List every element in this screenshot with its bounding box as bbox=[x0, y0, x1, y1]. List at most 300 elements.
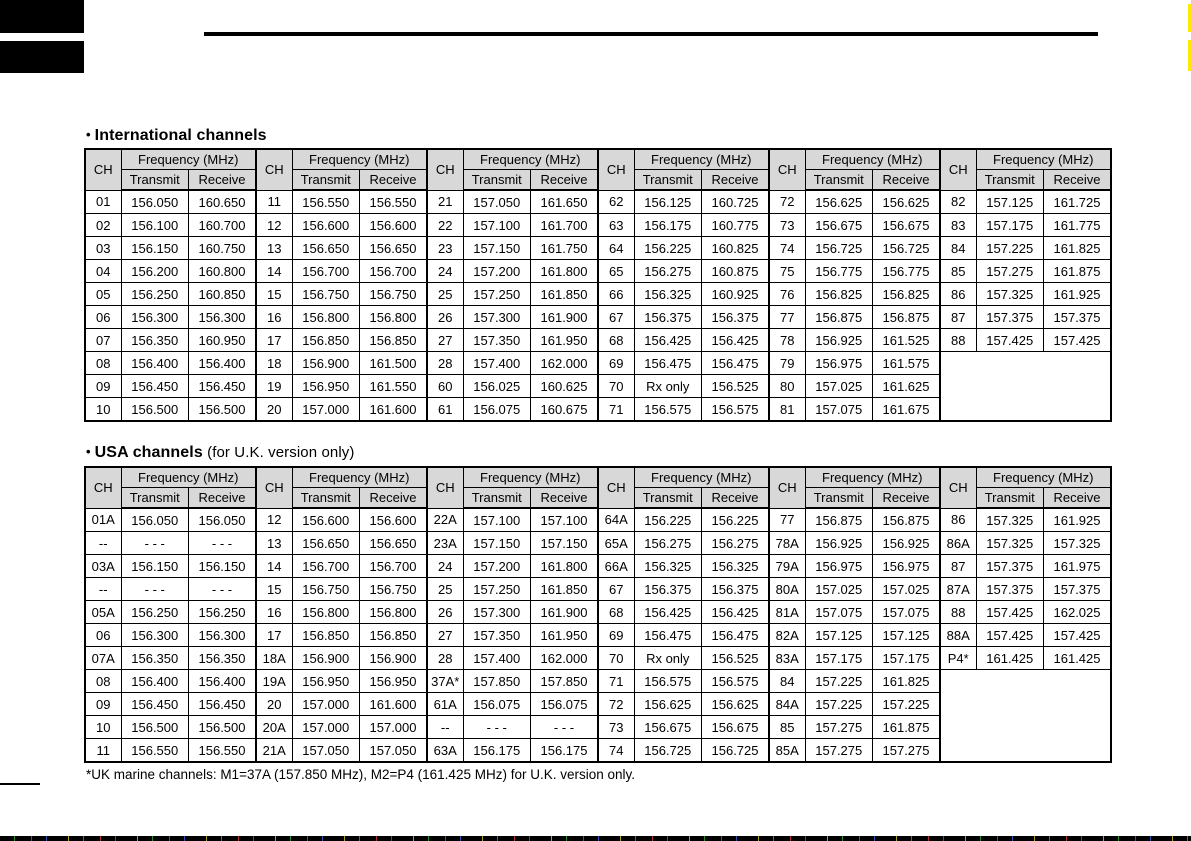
transmit-cell: 156.050 bbox=[121, 190, 189, 214]
ch-cell: 76 bbox=[769, 283, 805, 306]
table-row bbox=[85, 555, 1111, 578]
transmit-cell: 156.700 bbox=[292, 555, 360, 578]
ch-column-header: CH bbox=[769, 467, 805, 508]
ch-cell: 09 bbox=[85, 693, 121, 716]
ch-cell: 21 bbox=[427, 190, 463, 214]
transmit-cell: 157.150 bbox=[463, 532, 531, 555]
receive-cell: 160.825 bbox=[702, 237, 770, 260]
transmit-cell: 156.125 bbox=[634, 190, 702, 214]
receive-column-header: Receive bbox=[1044, 488, 1112, 509]
transmit-cell: 157.850 bbox=[463, 670, 531, 693]
transmit-column-header: Transmit bbox=[121, 170, 189, 191]
ch-cell: 87 bbox=[940, 555, 976, 578]
receive-cell: 156.850 bbox=[360, 329, 428, 352]
transmit-column-header: Transmit bbox=[634, 170, 702, 191]
transmit-cell: 156.175 bbox=[634, 214, 702, 237]
transmit-cell: 156.900 bbox=[292, 352, 360, 375]
transmit-cell: 156.275 bbox=[634, 532, 702, 555]
frequency-column-header: Frequency (MHz) bbox=[463, 467, 598, 488]
ch-cell: 84 bbox=[940, 237, 976, 260]
transmit-cell: 156.950 bbox=[292, 670, 360, 693]
receive-cell: 161.600 bbox=[360, 693, 428, 716]
usa-channels-heading bbox=[86, 444, 354, 462]
receive-cell: 156.325 bbox=[702, 555, 770, 578]
usa-channels-table-grid bbox=[84, 466, 1112, 763]
ch-column-header: CH bbox=[940, 467, 976, 508]
transmit-cell: 156.550 bbox=[292, 190, 360, 214]
ch-cell: 22 bbox=[427, 214, 463, 237]
transmit-cell: - - - bbox=[121, 578, 189, 601]
receive-cell: 156.550 bbox=[360, 190, 428, 214]
receive-cell: 156.400 bbox=[189, 352, 257, 375]
receive-cell: 156.075 bbox=[531, 693, 599, 716]
receive-cell: 156.450 bbox=[189, 693, 257, 716]
ch-cell: 67 bbox=[598, 578, 634, 601]
table-header-row bbox=[85, 149, 1111, 170]
ch-column-header: CH bbox=[598, 467, 634, 508]
table-row bbox=[85, 578, 1111, 601]
frequency-column-header: Frequency (MHz) bbox=[976, 467, 1111, 488]
transmit-cell: 156.675 bbox=[634, 716, 702, 739]
transmit-cell: 156.475 bbox=[634, 352, 702, 375]
transmit-cell: 156.450 bbox=[121, 693, 189, 716]
ch-cell: 86A bbox=[940, 532, 976, 555]
ch-cell: 12 bbox=[256, 214, 292, 237]
transmit-cell: 156.150 bbox=[121, 237, 189, 260]
ch-cell: 61 bbox=[427, 398, 463, 422]
transmit-cell: 157.425 bbox=[976, 601, 1044, 624]
ch-cell: 63A bbox=[427, 739, 463, 763]
receive-cell: 156.225 bbox=[702, 508, 770, 532]
ch-cell: 07A bbox=[85, 647, 121, 670]
table-row bbox=[85, 260, 1111, 283]
ch-cell: 08 bbox=[85, 670, 121, 693]
transmit-cell: 157.250 bbox=[463, 283, 531, 306]
bullet-icon: • bbox=[86, 127, 91, 142]
ch-cell: 18A bbox=[256, 647, 292, 670]
receive-cell: - - - bbox=[189, 532, 257, 555]
receive-cell: 156.550 bbox=[189, 739, 257, 763]
transmit-cell: 157.325 bbox=[976, 532, 1044, 555]
transmit-cell: 157.050 bbox=[463, 190, 531, 214]
ch-cell: 20 bbox=[256, 693, 292, 716]
receive-cell: 156.725 bbox=[702, 739, 770, 763]
transmit-cell: 157.400 bbox=[463, 352, 531, 375]
transmit-cell: 157.050 bbox=[292, 739, 360, 763]
international-channels-heading bbox=[86, 127, 267, 145]
receive-cell: 156.375 bbox=[702, 578, 770, 601]
transmit-cell: 156.325 bbox=[634, 555, 702, 578]
ch-cell: 12 bbox=[256, 508, 292, 532]
receive-cell: 156.875 bbox=[873, 508, 941, 532]
transmit-cell: 156.400 bbox=[121, 670, 189, 693]
transmit-cell: 156.975 bbox=[805, 352, 873, 375]
receive-cell: 156.975 bbox=[873, 555, 941, 578]
ch-cell: 88 bbox=[940, 329, 976, 352]
transmit-cell: 156.050 bbox=[121, 508, 189, 532]
table-row bbox=[85, 670, 1111, 693]
receive-cell: 157.325 bbox=[1044, 532, 1112, 555]
transmit-cell: 156.575 bbox=[634, 398, 702, 422]
transmit-cell: 157.025 bbox=[805, 578, 873, 601]
receive-cell: 156.250 bbox=[189, 601, 257, 624]
receive-cell: 156.650 bbox=[360, 237, 428, 260]
ch-cell: 82 bbox=[940, 190, 976, 214]
receive-cell: 157.175 bbox=[873, 647, 941, 670]
receive-cell: 156.625 bbox=[702, 693, 770, 716]
transmit-cell: 157.325 bbox=[976, 283, 1044, 306]
receive-cell: 161.525 bbox=[873, 329, 941, 352]
transmit-column-header: Transmit bbox=[121, 488, 189, 509]
frequency-column-header: Frequency (MHz) bbox=[121, 149, 256, 170]
receive-cell: 161.825 bbox=[1044, 237, 1112, 260]
empty-cell bbox=[940, 352, 1111, 422]
transmit-cell: 156.750 bbox=[292, 283, 360, 306]
ch-cell: 82A bbox=[769, 624, 805, 647]
ch-cell: 80A bbox=[769, 578, 805, 601]
ch-cell: 25 bbox=[427, 578, 463, 601]
transmit-cell: 156.625 bbox=[634, 693, 702, 716]
ch-cell: 79A bbox=[769, 555, 805, 578]
transmit-column-header: Transmit bbox=[463, 488, 531, 509]
transmit-cell: 156.900 bbox=[292, 647, 360, 670]
receive-column-header: Receive bbox=[873, 488, 941, 509]
receive-cell: 156.750 bbox=[360, 578, 428, 601]
transmit-column-header: Transmit bbox=[805, 488, 873, 509]
transmit-cell: 157.025 bbox=[805, 375, 873, 398]
receive-cell: 156.575 bbox=[702, 398, 770, 422]
ch-cell: P4* bbox=[940, 647, 976, 670]
receive-cell: 160.650 bbox=[189, 190, 257, 214]
ch-cell: 62 bbox=[598, 190, 634, 214]
ch-cell: 18 bbox=[256, 352, 292, 375]
transmit-column-header: Transmit bbox=[805, 170, 873, 191]
ch-column-header: CH bbox=[85, 467, 121, 508]
receive-cell: 157.225 bbox=[873, 693, 941, 716]
receive-cell: 157.150 bbox=[531, 532, 599, 555]
bullet-icon: • bbox=[86, 444, 91, 459]
receive-cell: - - - bbox=[189, 578, 257, 601]
transmit-cell: 157.225 bbox=[976, 237, 1044, 260]
receive-column-header: Receive bbox=[1044, 170, 1112, 191]
receive-column-header: Receive bbox=[189, 170, 257, 191]
ch-cell: 17 bbox=[256, 624, 292, 647]
ch-cell: 87A bbox=[940, 578, 976, 601]
ch-column-header: CH bbox=[598, 149, 634, 190]
ch-cell: 68 bbox=[598, 601, 634, 624]
transmit-cell: 157.250 bbox=[463, 578, 531, 601]
transmit-cell: 157.225 bbox=[805, 670, 873, 693]
ch-cell: 24 bbox=[427, 260, 463, 283]
ch-cell: 88 bbox=[940, 601, 976, 624]
receive-column-header: Receive bbox=[702, 170, 770, 191]
table-row bbox=[85, 214, 1111, 237]
receive-cell: 156.700 bbox=[360, 555, 428, 578]
frequency-column-header: Frequency (MHz) bbox=[463, 149, 598, 170]
transmit-cell: 156.400 bbox=[121, 352, 189, 375]
transmit-cell: 157.375 bbox=[976, 306, 1044, 329]
heading-title: International channels bbox=[94, 127, 267, 144]
transmit-cell: 156.700 bbox=[292, 260, 360, 283]
transmit-cell: 156.600 bbox=[292, 214, 360, 237]
transmit-cell: 156.075 bbox=[463, 693, 531, 716]
receive-cell: 156.425 bbox=[702, 329, 770, 352]
receive-cell: 156.275 bbox=[702, 532, 770, 555]
ch-cell: 84A bbox=[769, 693, 805, 716]
receive-cell: 160.950 bbox=[189, 329, 257, 352]
ch-cell: 07 bbox=[85, 329, 121, 352]
receive-cell: 161.550 bbox=[360, 375, 428, 398]
ch-cell: 81A bbox=[769, 601, 805, 624]
transmit-cell: - - - bbox=[463, 716, 531, 739]
ch-cell: 61A bbox=[427, 693, 463, 716]
receive-column-header: Receive bbox=[531, 170, 599, 191]
transmit-cell: 157.425 bbox=[976, 329, 1044, 352]
receive-cell: 161.650 bbox=[531, 190, 599, 214]
receive-cell: 161.425 bbox=[1044, 647, 1112, 670]
transmit-cell: 156.850 bbox=[292, 329, 360, 352]
transmit-cell: 157.300 bbox=[463, 306, 531, 329]
ch-column-header: CH bbox=[769, 149, 805, 190]
receive-cell: 161.700 bbox=[531, 214, 599, 237]
ch-cell: 01A bbox=[85, 508, 121, 532]
frequency-column-header: Frequency (MHz) bbox=[292, 149, 427, 170]
receive-column-header: Receive bbox=[360, 488, 428, 509]
receive-cell: 161.975 bbox=[1044, 555, 1112, 578]
table-row bbox=[85, 624, 1111, 647]
ch-cell: 65 bbox=[598, 260, 634, 283]
frequency-column-header: Frequency (MHz) bbox=[976, 149, 1111, 170]
receive-cell: 161.625 bbox=[873, 375, 941, 398]
ch-cell: 83A bbox=[769, 647, 805, 670]
ch-cell: 71 bbox=[598, 670, 634, 693]
receive-cell: 160.775 bbox=[702, 214, 770, 237]
receive-cell: 161.925 bbox=[1044, 283, 1112, 306]
table-row bbox=[85, 352, 1111, 375]
receive-cell: 156.650 bbox=[360, 532, 428, 555]
transmit-cell: 157.000 bbox=[292, 716, 360, 739]
receive-cell: 161.800 bbox=[531, 555, 599, 578]
ch-cell: 20 bbox=[256, 398, 292, 422]
ch-cell: 72 bbox=[769, 190, 805, 214]
ch-cell: 67 bbox=[598, 306, 634, 329]
transmit-cell: 157.325 bbox=[976, 508, 1044, 532]
ch-cell: 26 bbox=[427, 306, 463, 329]
ch-column-header: CH bbox=[256, 149, 292, 190]
ch-cell: 05 bbox=[85, 283, 121, 306]
ch-cell: 78A bbox=[769, 532, 805, 555]
receive-column-header: Receive bbox=[189, 488, 257, 509]
ch-cell: -- bbox=[427, 716, 463, 739]
ch-cell: 13 bbox=[256, 237, 292, 260]
table-row bbox=[85, 237, 1111, 260]
ch-cell: 75 bbox=[769, 260, 805, 283]
ch-cell: 23A bbox=[427, 532, 463, 555]
receive-column-header: Receive bbox=[873, 170, 941, 191]
ch-cell: 69 bbox=[598, 624, 634, 647]
ch-cell: 79 bbox=[769, 352, 805, 375]
ch-column-header: CH bbox=[85, 149, 121, 190]
ch-cell: 24 bbox=[427, 555, 463, 578]
receive-cell: 156.675 bbox=[873, 214, 941, 237]
corner-black-bar-top bbox=[0, 0, 84, 33]
transmit-cell: 157.150 bbox=[463, 237, 531, 260]
ch-cell: -- bbox=[85, 578, 121, 601]
receive-cell: 157.075 bbox=[873, 601, 941, 624]
ch-cell: 22A bbox=[427, 508, 463, 532]
receive-cell: 160.925 bbox=[702, 283, 770, 306]
transmit-cell: 157.375 bbox=[976, 578, 1044, 601]
table-row bbox=[85, 283, 1111, 306]
receive-cell: 161.850 bbox=[531, 283, 599, 306]
frequency-column-header: Frequency (MHz) bbox=[805, 467, 940, 488]
ch-cell: 71 bbox=[598, 398, 634, 422]
receive-cell: 161.950 bbox=[531, 329, 599, 352]
receive-cell: 157.125 bbox=[873, 624, 941, 647]
transmit-cell: 156.375 bbox=[634, 306, 702, 329]
transmit-column-header: Transmit bbox=[463, 170, 531, 191]
ch-cell: 16 bbox=[256, 601, 292, 624]
usa-channels-table bbox=[84, 466, 1112, 763]
receive-cell: 157.000 bbox=[360, 716, 428, 739]
receive-cell: 156.600 bbox=[360, 214, 428, 237]
table-row bbox=[85, 190, 1111, 214]
receive-cell: 157.375 bbox=[1044, 306, 1112, 329]
transmit-cell: 157.225 bbox=[805, 693, 873, 716]
receive-cell: 161.900 bbox=[531, 306, 599, 329]
receive-cell: 161.675 bbox=[873, 398, 941, 422]
transmit-cell: 156.775 bbox=[805, 260, 873, 283]
transmit-cell: 156.350 bbox=[121, 329, 189, 352]
transmit-cell: 156.950 bbox=[292, 375, 360, 398]
receive-cell: 156.500 bbox=[189, 716, 257, 739]
transmit-cell: 157.200 bbox=[463, 260, 531, 283]
receive-cell: 161.600 bbox=[360, 398, 428, 422]
receive-cell: 157.425 bbox=[1044, 624, 1112, 647]
ch-cell: 16 bbox=[256, 306, 292, 329]
receive-cell: 156.500 bbox=[189, 398, 257, 422]
receive-cell: 161.925 bbox=[1044, 508, 1112, 532]
ch-cell: 60 bbox=[427, 375, 463, 398]
ch-cell: 77 bbox=[769, 508, 805, 532]
receive-cell: 156.675 bbox=[702, 716, 770, 739]
transmit-cell: 156.975 bbox=[805, 555, 873, 578]
ch-cell: 66A bbox=[598, 555, 634, 578]
transmit-cell: 156.925 bbox=[805, 532, 873, 555]
ch-cell: 80 bbox=[769, 375, 805, 398]
receive-cell: 156.525 bbox=[702, 647, 770, 670]
ch-cell: 28 bbox=[427, 647, 463, 670]
transmit-cell: 156.875 bbox=[805, 306, 873, 329]
ch-cell: 15 bbox=[256, 578, 292, 601]
receive-cell: 161.900 bbox=[531, 601, 599, 624]
receive-cell: 156.750 bbox=[360, 283, 428, 306]
ch-cell: 65A bbox=[598, 532, 634, 555]
receive-cell: 156.875 bbox=[873, 306, 941, 329]
receive-cell: 161.775 bbox=[1044, 214, 1112, 237]
receive-cell: 161.750 bbox=[531, 237, 599, 260]
frequency-column-header: Frequency (MHz) bbox=[634, 467, 769, 488]
transmit-cell: 157.075 bbox=[805, 601, 873, 624]
receive-column-header: Receive bbox=[360, 170, 428, 191]
transmit-cell: Rx only bbox=[634, 375, 702, 398]
receive-cell: 161.875 bbox=[873, 716, 941, 739]
receive-cell: 156.525 bbox=[702, 375, 770, 398]
receive-cell: 157.275 bbox=[873, 739, 941, 763]
receive-column-header: Receive bbox=[531, 488, 599, 509]
ch-cell: 74 bbox=[598, 739, 634, 763]
transmit-cell: 156.425 bbox=[634, 329, 702, 352]
receive-cell: 156.800 bbox=[360, 601, 428, 624]
ch-cell: 19 bbox=[256, 375, 292, 398]
receive-cell: 156.900 bbox=[360, 647, 428, 670]
ch-cell: 77 bbox=[769, 306, 805, 329]
ch-cell: 74 bbox=[769, 237, 805, 260]
ch-cell: 81 bbox=[769, 398, 805, 422]
receive-cell: 156.375 bbox=[702, 306, 770, 329]
receive-cell: 157.050 bbox=[360, 739, 428, 763]
receive-cell: 161.800 bbox=[531, 260, 599, 283]
table-row bbox=[85, 508, 1111, 532]
ch-cell: 09 bbox=[85, 375, 121, 398]
ch-cell: 69 bbox=[598, 352, 634, 375]
receive-cell: - - - bbox=[531, 716, 599, 739]
transmit-cell: 156.025 bbox=[463, 375, 531, 398]
transmit-cell: 156.150 bbox=[121, 555, 189, 578]
transmit-cell: 156.600 bbox=[292, 508, 360, 532]
ch-cell: 86 bbox=[940, 283, 976, 306]
table-row bbox=[85, 601, 1111, 624]
receive-cell: 160.800 bbox=[189, 260, 257, 283]
transmit-cell: 157.125 bbox=[805, 624, 873, 647]
transmit-cell: 156.275 bbox=[634, 260, 702, 283]
table-row bbox=[85, 306, 1111, 329]
header-rule-line bbox=[204, 32, 1098, 36]
ch-cell: 85 bbox=[940, 260, 976, 283]
ch-cell: 17 bbox=[256, 329, 292, 352]
ch-cell: 14 bbox=[256, 555, 292, 578]
receive-cell: 161.875 bbox=[1044, 260, 1112, 283]
transmit-cell: 156.100 bbox=[121, 214, 189, 237]
transmit-cell: 156.925 bbox=[805, 329, 873, 352]
receive-cell: 157.375 bbox=[1044, 578, 1112, 601]
transmit-cell: Rx only bbox=[634, 647, 702, 670]
ch-cell: 78 bbox=[769, 329, 805, 352]
receive-cell: 157.025 bbox=[873, 578, 941, 601]
transmit-cell: 157.100 bbox=[463, 214, 531, 237]
receive-cell: 156.725 bbox=[873, 237, 941, 260]
ch-cell: 68 bbox=[598, 329, 634, 352]
table-row bbox=[85, 532, 1111, 555]
ch-column-header: CH bbox=[256, 467, 292, 508]
ch-cell: 87 bbox=[940, 306, 976, 329]
transmit-column-header: Transmit bbox=[976, 488, 1044, 509]
transmit-cell: 156.725 bbox=[634, 739, 702, 763]
page-bottom-edge bbox=[0, 836, 1191, 841]
receive-cell: 160.750 bbox=[189, 237, 257, 260]
transmit-cell: 156.500 bbox=[121, 398, 189, 422]
receive-cell: 161.725 bbox=[1044, 190, 1112, 214]
transmit-cell: 156.800 bbox=[292, 306, 360, 329]
transmit-cell: 156.425 bbox=[634, 601, 702, 624]
ch-cell: 73 bbox=[598, 716, 634, 739]
receive-cell: 156.450 bbox=[189, 375, 257, 398]
transmit-cell: 156.225 bbox=[634, 237, 702, 260]
ch-cell: 64A bbox=[598, 508, 634, 532]
transmit-cell: 156.575 bbox=[634, 670, 702, 693]
transmit-cell: 157.275 bbox=[805, 739, 873, 763]
transmit-cell: 156.750 bbox=[292, 578, 360, 601]
